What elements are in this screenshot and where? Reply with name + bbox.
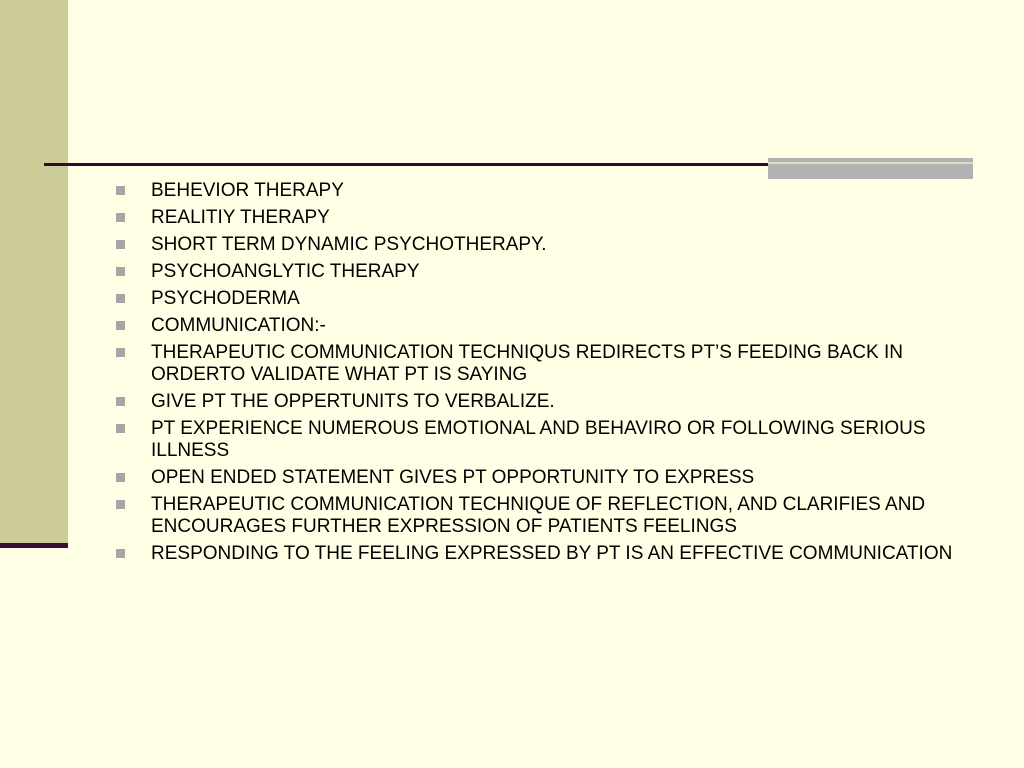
bullet-text: BEHEVIOR THERAPY [151,180,344,201]
square-bullet-icon [116,213,125,222]
bullet-item [116,494,976,538]
bullet-item [116,234,976,256]
square-bullet-icon [116,348,125,357]
bullet-item [116,543,976,565]
bullet-item [116,180,976,202]
square-bullet-icon [116,294,125,303]
square-bullet-icon [116,240,125,249]
bullet-list [116,180,976,570]
square-bullet-icon [116,424,125,433]
bullet-item [116,467,976,489]
square-bullet-icon [116,500,125,509]
bullet-text: THERAPEUTIC COMMUNICATION TECHNIQUS REDIRECTS PT’S FEEDING BACK IN ORDERTO VALIDATE WHAT PT IS SAYING [151,342,903,385]
left-decorative-band [0,0,68,546]
bullet-item [116,418,976,462]
bullet-text: THERAPEUTIC COMMUNICATION TECHNIQUE OF REFLECTION, AND CLARIFIES AND ENCOURAGES FURTHER EXPRESSION OF PATIENTS FEELINGS [151,494,926,537]
bullet-text: SHORT TERM DYNAMIC PSYCHOTHERAPY. [151,234,547,255]
square-bullet-icon [116,549,125,558]
bullet-text: COMMUNICATION:- [151,315,326,336]
square-bullet-icon [116,397,125,406]
square-bullet-icon [116,321,125,330]
square-bullet-icon [116,473,125,482]
left-band-rule [0,543,68,548]
bullet-item [116,391,976,413]
bullet-text: PT EXPERIENCE NUMEROUS EMOTIONAL AND BEHAVIRO OR FOLLOWING SERIOUS ILLNESS [151,418,926,461]
bullet-text: PSYCHODERMA [151,288,300,309]
bullet-item [116,288,976,310]
accent-block [768,158,973,179]
bullet-item [116,315,976,337]
bullet-text: PSYCHOANGLYTIC THERAPY [151,261,420,282]
bullet-text: OPEN ENDED STATEMENT GIVES PT OPPORTUNITY TO EXPRESS [151,467,755,488]
bullet-item [116,207,976,229]
bullet-item [116,261,976,283]
bullet-text: GIVE PT THE OPPERTUNITS TO VERBALIZE. [151,391,555,412]
bullet-item [116,342,976,386]
bullet-text: RESPONDING TO THE FEELING EXPRESSED BY PT IS AN EFFECTIVE COMMUNICATION [151,543,953,564]
square-bullet-icon [116,186,125,195]
bullet-text: REALITIY THERAPY [151,207,330,228]
square-bullet-icon [116,267,125,276]
